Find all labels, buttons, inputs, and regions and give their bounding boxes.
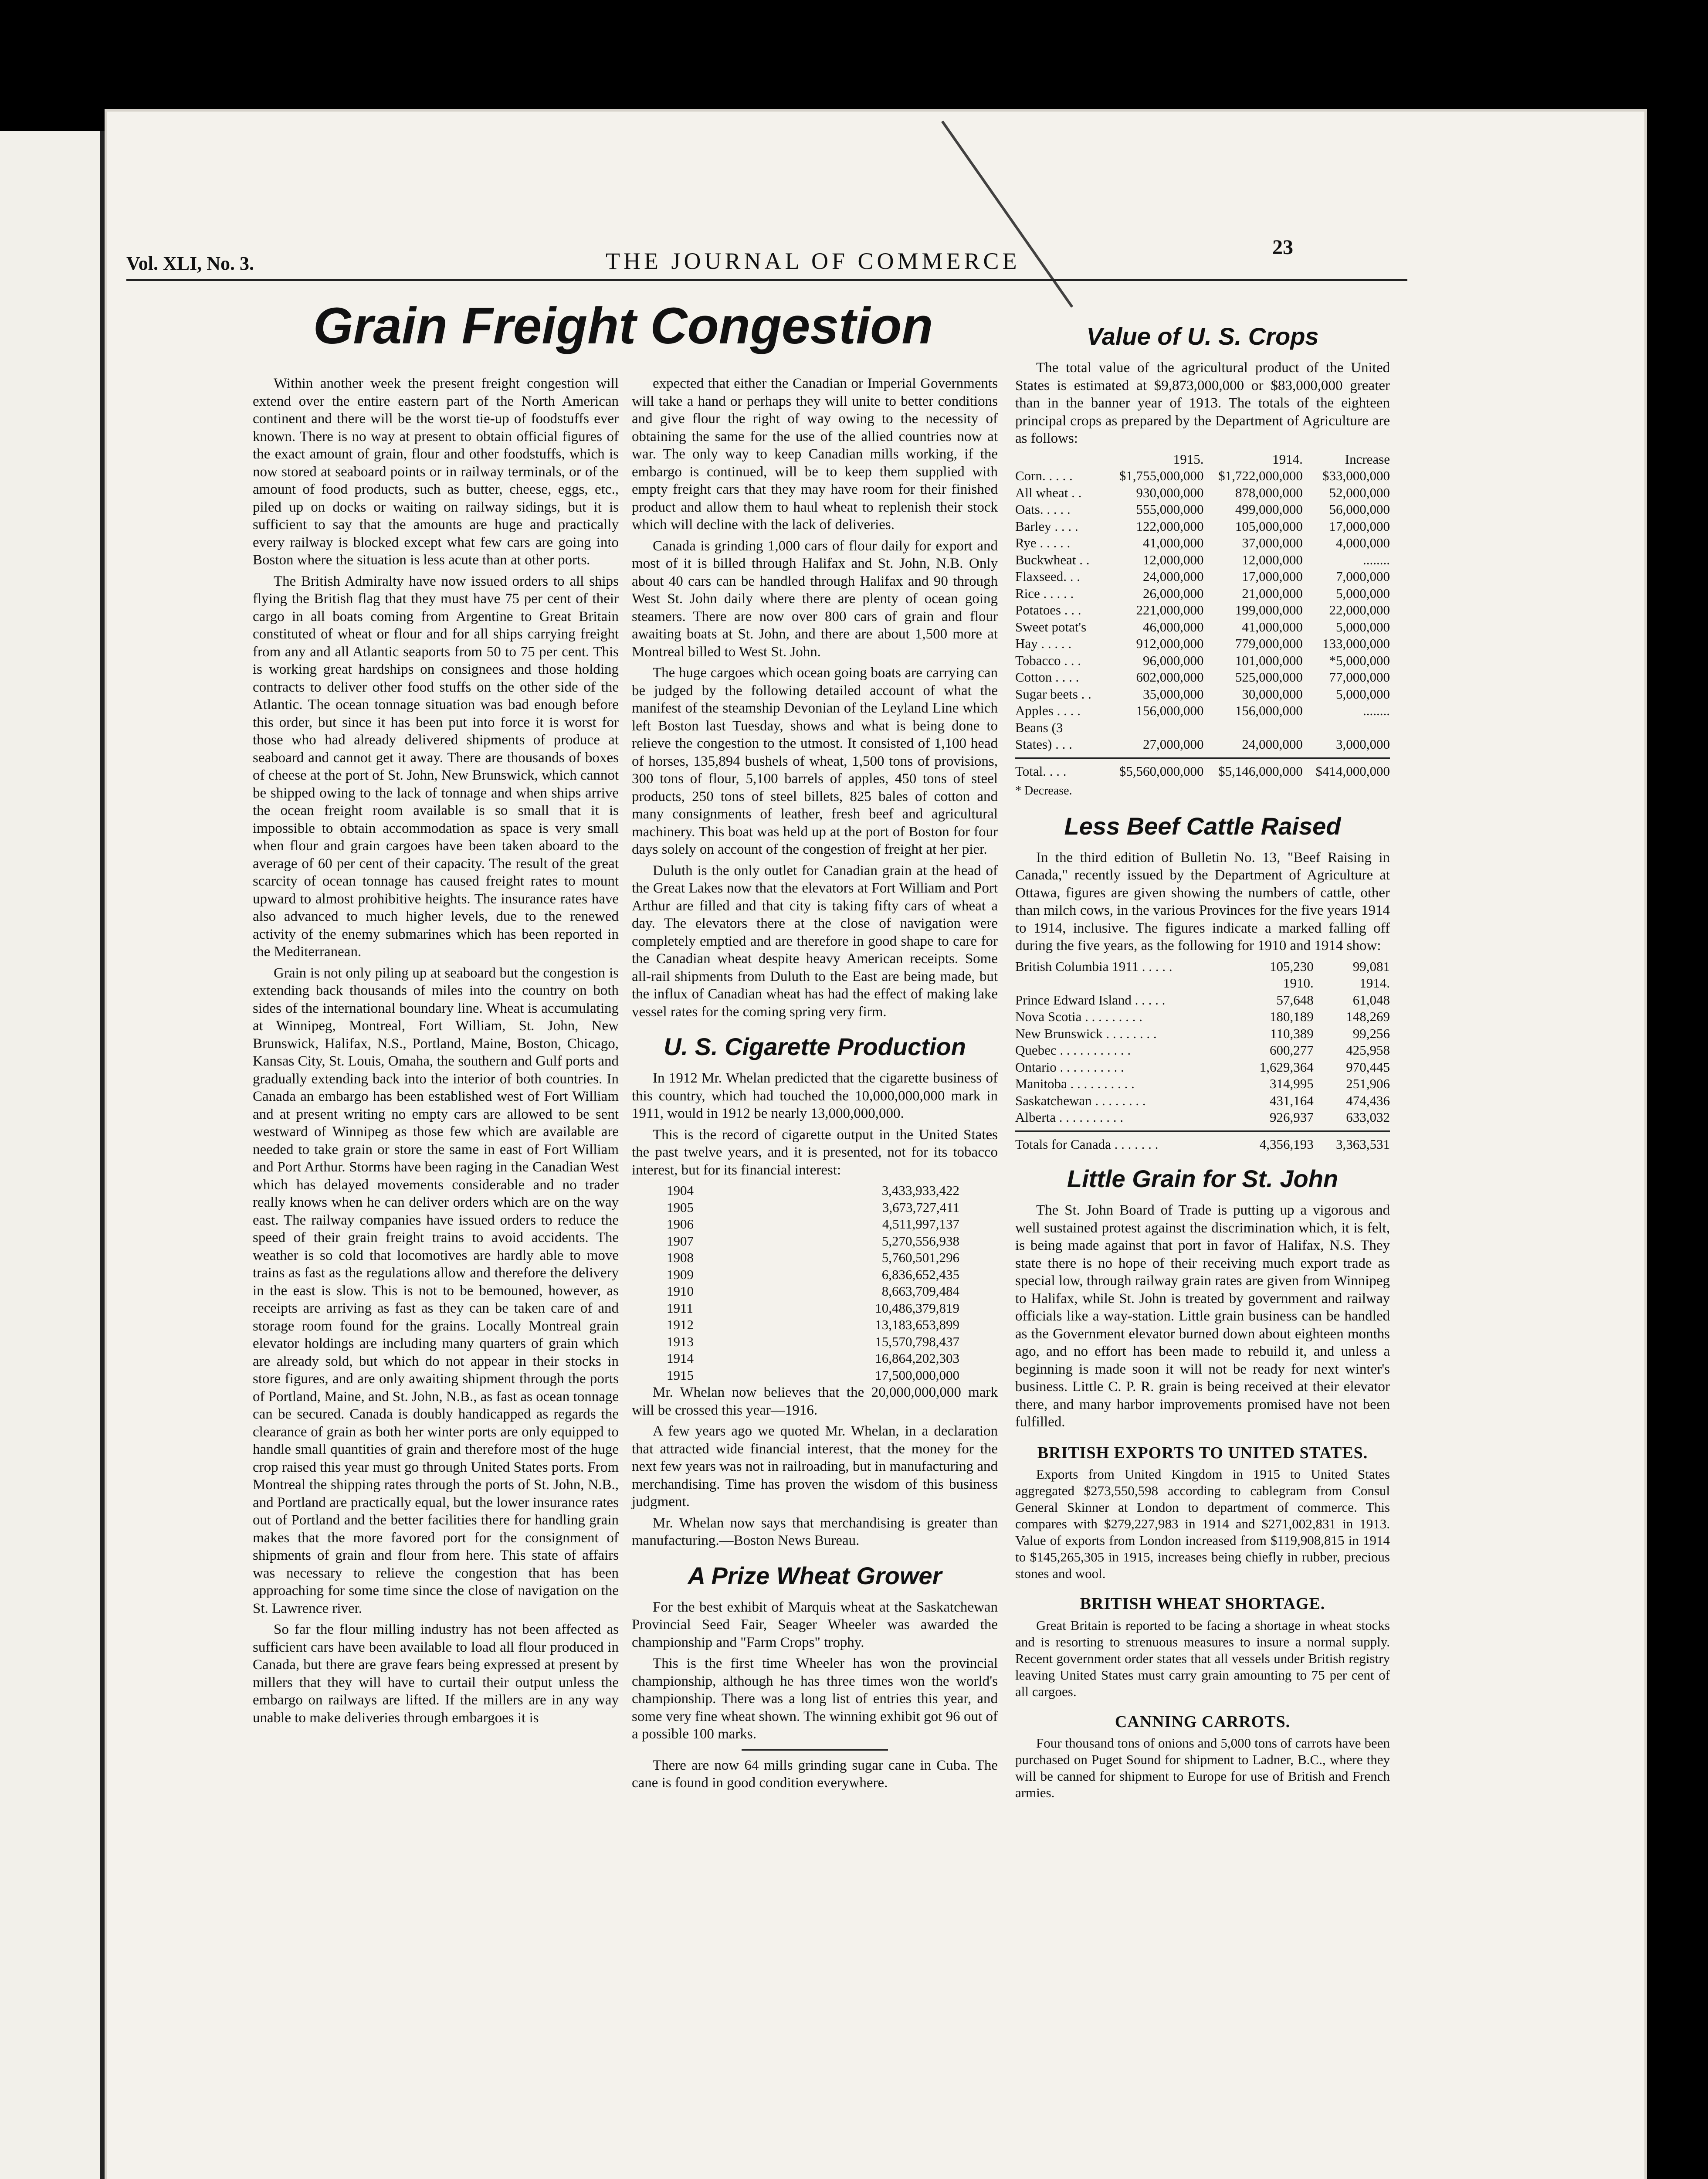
cigarette-year: 1912 bbox=[667, 1317, 694, 1332]
cigarette-row bbox=[667, 1233, 959, 1250]
beef-row-label: Alberta . . . . . . . . . . bbox=[1015, 1110, 1123, 1125]
crops-footnote: * Decrease. bbox=[1015, 784, 1072, 798]
crops-row-cell: 221,000,000 bbox=[1136, 602, 1204, 618]
crops-row-label: Cotton . . . . bbox=[1015, 669, 1079, 685]
crops-row bbox=[1015, 518, 1390, 535]
cigarette-value: 8,663,709,484 bbox=[881, 1283, 959, 1299]
beef-row-label: Prince Edward Island . . . . . bbox=[1015, 992, 1166, 1008]
adjacent-page-edge bbox=[0, 131, 105, 2179]
crops-row-label: Barley . . . . bbox=[1015, 518, 1078, 534]
cigarette-value: 3,433,933,422 bbox=[881, 1183, 959, 1198]
cigarette-value: 17,500,000,000 bbox=[875, 1367, 959, 1383]
beef-row-cell: 431,164 bbox=[1270, 1093, 1314, 1108]
crops-row-cell: 24,000,000 bbox=[1143, 569, 1204, 584]
cigarette-value: 6,836,652,435 bbox=[881, 1266, 959, 1282]
crops-row-label: Buckwheat . . bbox=[1015, 552, 1090, 567]
crops-row-label: Sugar beets . . bbox=[1015, 686, 1091, 702]
beef-header: 1914. bbox=[1359, 975, 1390, 991]
crops-total-cell: $5,560,000,000 bbox=[1119, 763, 1204, 779]
crops-row bbox=[1015, 535, 1390, 552]
beef-row-label: British Columbia 1911 . . . . . bbox=[1015, 958, 1173, 974]
wheat-grower-title: A Prize Wheat Grower bbox=[688, 1561, 942, 1589]
crops-row-cell: 525,000,000 bbox=[1235, 669, 1303, 685]
cigarette-row bbox=[667, 1216, 959, 1233]
crops-row bbox=[1015, 652, 1390, 669]
crops-row-cell bbox=[1204, 720, 1303, 737]
beef-row-label: Ontario . . . . . . . . . . bbox=[1015, 1059, 1124, 1075]
crops-header: Increase bbox=[1345, 451, 1390, 467]
beef-row-label: New Brunswick . . . . . . . . bbox=[1015, 1025, 1157, 1041]
crops-row-cell: $1,722,000,000 bbox=[1218, 468, 1303, 483]
beef-row-cell: 970,445 bbox=[1346, 1059, 1390, 1075]
crops-row-cell: 133,000,000 bbox=[1322, 636, 1390, 651]
cigarette-paragraph: A few years ago we quoted Mr. Whelan, in a declaration that attracted wide financial interest, that the money for the next few years was not in railroading, but in manufacturing and merchandising. Time has proven the wisdom of this business judgment. bbox=[632, 1423, 998, 1510]
article-paragraph: Within another week the present freight congestion will extend over the entire eastern part of the North American continent and there will be the worst tie-up of foodstuffs ever known. There is no way at present to obtain official figures of the exact amount of grain, flour and other foodstuffs, which is now stored at seaboard points or in railway terminals, or of the amount of food products, such as butter, cheese, eggs, etc., piled up on docks or waiting on railway sidings, but it is sufficient to say that the amounts are huge and practically every railway is blocked except what few cars are going into Boston where the situation is less acute than at other ports. bbox=[253, 376, 619, 568]
cigarette-value: 13,183,653,899 bbox=[875, 1317, 959, 1332]
divider bbox=[1015, 757, 1390, 759]
beef-row bbox=[1015, 1076, 1390, 1093]
crops-row-cell: 12,000,000 bbox=[1242, 552, 1303, 567]
beef-row-label: Nova Scotia . . . . . . . . . bbox=[1015, 1009, 1142, 1024]
crops-row bbox=[1015, 485, 1390, 502]
cigarette-value: 4,511,997,137 bbox=[882, 1216, 959, 1232]
crops-row-label: Oats. . . . . bbox=[1015, 502, 1071, 517]
beef-row bbox=[1015, 992, 1390, 1009]
cigarette-row bbox=[667, 1266, 959, 1283]
crops-row-cell: 41,000,000 bbox=[1143, 535, 1204, 550]
crops-row-cell: 96,000,000 bbox=[1143, 652, 1204, 668]
beef-table bbox=[1015, 958, 1390, 1153]
column-3 bbox=[1015, 322, 1390, 1805]
cigarette-row bbox=[667, 1249, 959, 1266]
beef-row bbox=[1015, 1093, 1390, 1110]
crops-intro: The total value of the agricultural product of the United States is estimated at $9,873,000,000 or $83,000,000 greater than in the banner year of 1913. The totals of the eighteen principal crops as prepared by the Department of Agriculture are as follows: bbox=[1015, 360, 1390, 446]
beef-row-label: Saskatchewan . . . . . . . . bbox=[1015, 1093, 1146, 1108]
shortage-title: BRITISH WHEAT SHORTAGE. bbox=[1080, 1595, 1325, 1613]
crops-row-cell: 26,000,000 bbox=[1143, 585, 1204, 601]
crops-row bbox=[1015, 501, 1390, 518]
crops-row-cell: 105,000,000 bbox=[1235, 518, 1303, 534]
article-paragraph: Canada is grinding 1,000 cars of flour daily for export and most of it is billed through Halifax and St. John, N.B. Only about 40 cars can be handled through Halifax and 90 through West St. John daily where there are plenty of ocean going steamers. There are now over 800 cars of grain and flour awaiting boats at St. John, and there are about 1,500 more at Montreal billed to West St. John. bbox=[632, 538, 998, 660]
beef-header: 1910. bbox=[1283, 975, 1314, 991]
crops-row bbox=[1015, 686, 1390, 703]
wheat-grower-paragraph: This is the first time Wheeler has won the provincial championship, although he has three times won the world's championship. There was a long list of entries this year, and some very fine wheat shown. The winning exhibit got 96 out of a possible 100 marks. bbox=[632, 1656, 998, 1742]
exports-paragraph: Exports from United Kingdom in 1915 to United States aggregated $273,550,598 according to cablegram from Consul General Skinner at London to department of commerce. This compares with $279,227,983 in 1914 and $271,002,831 in 1913. Value of exports from London increased from $119,908,815 in 1914 to $145,265,305 in 1915, increases being chiefly in rubber, precious stones and wool. bbox=[1015, 1466, 1390, 1581]
cigarette-year: 1909 bbox=[667, 1266, 694, 1282]
crops-total-label: Total. . . . bbox=[1015, 763, 1067, 779]
cigarette-row bbox=[667, 1317, 959, 1334]
cigarette-value: 5,270,556,938 bbox=[881, 1233, 959, 1249]
crops-row-cell: 4,000,000 bbox=[1336, 535, 1390, 550]
beef-row-cell: 99,256 bbox=[1352, 1025, 1390, 1041]
crops-row-label: Sweet potat's bbox=[1015, 619, 1087, 635]
beef-row bbox=[1015, 1059, 1390, 1076]
crops-row-cell: 41,000,000 bbox=[1242, 619, 1303, 635]
crops-row-label: Rice . . . . . bbox=[1015, 585, 1074, 601]
beef-row-cell: 1,629,364 bbox=[1259, 1059, 1314, 1075]
cigarette-year: 1915 bbox=[667, 1367, 694, 1383]
crops-row-cell: 21,000,000 bbox=[1242, 585, 1303, 601]
cigarette-year: 1904 bbox=[667, 1183, 694, 1198]
crops-row-cell: 101,000,000 bbox=[1235, 652, 1303, 668]
beef-row-label: Quebec . . . . . . . . . . . bbox=[1015, 1042, 1131, 1058]
cigarette-paragraph: This is the record of cigarette output in the United States the past twelve years, and it is presented, not for its tobacco interest, but for its financial interest: bbox=[632, 1127, 998, 1178]
divider bbox=[742, 1749, 888, 1751]
sugar-paragraph: There are now 64 mills grinding sugar cane in Cuba. The cane is found in good condition everywhere. bbox=[632, 1757, 998, 1791]
journal-title: THE JOURNAL OF COMMERCE bbox=[606, 248, 1020, 274]
crops-row-cell bbox=[1105, 720, 1203, 737]
crops-row-cell: 5,000,000 bbox=[1336, 585, 1390, 601]
crops-row bbox=[1015, 602, 1390, 619]
crops-row bbox=[1015, 585, 1390, 602]
cigarette-value: 5,760,501,296 bbox=[881, 1250, 959, 1265]
article-paragraph: Grain is not only piling up at seaboard but the congestion is extending back thousands of miles into the country on both sides of the international boundary line. Wheat is accumulating at Winnipeg, Montreal, Fort William, St. John, New Brunswick, Halifax, N.S., Portland, Maine, Boston, Chicago, Kansas City, St. Louis, Omaha, the southern and Gulf ports and gradually extending back into the interior of both countries. In Canada an embargo has been established west of Fort William and at present writing no empty cars are allowed to be sent westward of Winnipeg as those few which are available are needed to take grain or store the same in east of Fort William and Port Arthur. Storms have been raging in the Canadian West which has delayed movements considerable and no trader really knows when he can deliver orders which are on the way east. The railway companies have issued orders to reduce the speed of their grain freight trains to avoid accidents. The weather is so cold that locomotives are hardly able to move trains as fast as the regulations allow and therefore the delivery in the east is slow. This is not to be bemouned, however, as receipts are arriving as fast as they can be taken care of and storage room found for the grains. Locally Montreal grain elevator holdings are including many quarters of grain which are already sold, but which do not appear in their stocks in store figures, and are only awaiting shipment through the ports of Portland, Maine, and St. John, N.B., as fast as ocean tonnage can be secured. Canada is doubly handicapped as regards the clearance of grain as both her winter ports are only equipped to handle small quantities of grain and therefore most of the huge crop raised this year must go through United States ports. From Montreal the shipping rates through the ports of St. John, N.B., and Portland are practically equal, but the lower insurance rates out of Portland and the better facilities there for handling grain makes that the more favored port for the consignment of shipments of grain and flour from here. This state of affairs was necessary to relieve the congestion that has been approaching for some time since the close of navigation on the St. Lawrence river. bbox=[253, 965, 619, 1616]
cigarette-row bbox=[667, 1334, 959, 1351]
crops-row-cell: $33,000,000 bbox=[1322, 468, 1390, 483]
beef-total-cell: 3,363,531 bbox=[1336, 1136, 1390, 1152]
beef-row-cell: 148,269 bbox=[1346, 1009, 1390, 1024]
article-paragraph: The huge cargoes which ocean going boats are carrying can be judged by the following detailed account of what the manifest of the steamship Devonian of the Leyland Line which left Boston last Tuesday, shows and what is being done to relieve the congestion to the utmost. It consisted of 1,100 head of horses, 135,894 bushels of wheat, 1,500 tons of provisions, 300 tons of flour, 5,100 barrels of apples, 450 tons of steel products, 250 tons of steel billets, 825 bales of cotton and many consignments of leather, fresh beef and agricultural machinery. This boat was held up at the port of Boston for four days solely on account of the congestion of freight at her pier. bbox=[632, 665, 998, 857]
crops-row-cell: 3,000,000 bbox=[1336, 737, 1390, 752]
beef-cell: 105,230 bbox=[1270, 958, 1314, 974]
article-paragraph: Duluth is the only outlet for Canadian grain at the head of the Great Lakes now that the elevators at Fort William and Port Arthur are filled and that city is taking fifty cars of wheat a day. The elevators there at the close of navigation were completely emptied and are therefore in good shape to care for the Canadian wheat despite heavy American receipts. Some all-rail shipments from Duluth to the East are being made, but the influx of Canadian wheat has had the effect of making lake vessel rates for the coming spring very firm. bbox=[632, 862, 998, 1020]
crops-row-cell: 37,000,000 bbox=[1242, 535, 1303, 550]
crops-row-cell: 35,000,000 bbox=[1143, 686, 1204, 702]
crops-row bbox=[1015, 568, 1390, 585]
wheat-grower-paragraph: For the best exhibit of Marquis wheat at the Saskatchewan Provincial Seed Fair, Seager Wheeler was awarded the championship and "Farm Crops" trophy. bbox=[632, 1599, 998, 1650]
crops-header bbox=[1015, 451, 1105, 468]
cigarette-year: 1905 bbox=[667, 1199, 694, 1215]
cigarette-table bbox=[667, 1182, 959, 1384]
beef-header bbox=[1015, 975, 1237, 992]
crops-row-label: Apples . . . . bbox=[1015, 703, 1081, 718]
crops-row-label: States) . . . bbox=[1015, 737, 1072, 752]
crops-row-cell: *5,000,000 bbox=[1329, 652, 1390, 668]
beef-row-cell: 926,937 bbox=[1270, 1110, 1314, 1125]
crops-row bbox=[1015, 669, 1390, 686]
crops-row bbox=[1015, 703, 1390, 720]
beef-cell: 99,081 bbox=[1352, 958, 1390, 974]
crops-row-label: All wheat . . bbox=[1015, 485, 1082, 500]
crops-row bbox=[1015, 720, 1390, 737]
crops-row-cell: 12,000,000 bbox=[1143, 552, 1204, 567]
crops-row-cell: 779,000,000 bbox=[1235, 636, 1303, 651]
crops-row-cell: $1,755,000,000 bbox=[1119, 468, 1204, 483]
crops-row-cell: 5,000,000 bbox=[1336, 686, 1390, 702]
cigarette-year: 1911 bbox=[667, 1300, 693, 1316]
beef-intro: In the third edition of Bulletin No. 13, "Beef Raising in Canada," recently issued by the Department of Agriculture at Ottawa, figures are given showing the numbers of cattle, other than milch cows, in the various Provinces for the five years 1914 to 1914, inclusive. The figures indicate a marked falling off during the five years, as the following for 1910 and 1914 show: bbox=[1015, 849, 1390, 954]
crops-row-cell: 878,000,000 bbox=[1235, 485, 1303, 500]
crops-row bbox=[1015, 468, 1390, 485]
beef-row-cell: 61,048 bbox=[1352, 992, 1390, 1008]
cigarette-row bbox=[667, 1199, 959, 1216]
cigarette-value: 10,486,379,819 bbox=[875, 1300, 959, 1316]
crops-row-cell: 122,000,000 bbox=[1136, 518, 1204, 534]
crops-row-cell: 24,000,000 bbox=[1242, 737, 1303, 752]
cigarette-year: 1908 bbox=[667, 1250, 694, 1265]
crops-row-cell: 499,000,000 bbox=[1235, 502, 1303, 517]
crops-row-cell: 77,000,000 bbox=[1329, 669, 1390, 685]
crops-row-cell: 199,000,000 bbox=[1235, 602, 1303, 618]
cigarette-value: 16,864,202,303 bbox=[875, 1351, 959, 1366]
crops-header: 1915. bbox=[1173, 451, 1204, 467]
crops-row-cell: 17,000,000 bbox=[1329, 518, 1390, 534]
page-number: 23 bbox=[1272, 236, 1293, 259]
carrots-title: CANNING CARROTS. bbox=[1115, 1712, 1291, 1731]
main-article-title: Grain Freight Congestion bbox=[313, 297, 933, 355]
shortage-paragraph: Great Britain is reported to be facing a shortage in wheat stocks and is resorting to strenuous measures to insure a normal supply. Recent government order states that all vessels under British registry leaving United States must carry grain amounting to 75 per cent of all cargoes. bbox=[1015, 1617, 1390, 1699]
crops-row-cell: 912,000,000 bbox=[1136, 636, 1204, 651]
divider bbox=[1015, 1130, 1390, 1132]
cigarette-paragraph: In 1912 Mr. Whelan predicted that the cigarette business of this country, which had touched the 10,000,000,000 mark in 1911, would in 1912 be nearly 13,000,000,000. bbox=[632, 1070, 998, 1121]
crops-row-cell: 52,000,000 bbox=[1329, 485, 1390, 500]
cigarette-year: 1910 bbox=[667, 1283, 694, 1299]
crops-row-cell: 930,000,000 bbox=[1136, 485, 1204, 500]
crops-row-cell: 5,000,000 bbox=[1336, 619, 1390, 635]
beef-row-label: Manitoba . . . . . . . . . . bbox=[1015, 1076, 1135, 1091]
article-paragraph: The British Admiralty have now issued orders to all ships flying the British flag that they must have 75 per cent of their cargo in all boats coming from Argentine to Great Britain constituted of wheat or flour and for all ships carrying freight from any and all Atlantic seaports from 50 to 75 per cent. This is working great hardships on consignees and those holding contracts to deliver other food stuffs on the other side of the Atlantic. The ocean tonnage situation was bad enough before this order, but since it has been put into force it is worst for those who had already delivered shipments of produce at seaboard and cannot get it away. There are thousands of boxes of cheese at the port of St. John, New Brunswick, which cannot be shipped owing to the lack of tonnage and when ships arrive the ocean freight room available is so small that it is impossible to obtain accommodation as space is very small when flour and grain cargoes have been taken aboard to the average of 60 per cent of their capacity. The result of the great scarcity of ocean tonnage has caused freight rates to mount upward to almost prohibitive heights. The insurance rates have also advanced to much higher levels, due to the renewed activity of the enemy submarines which has been reported in the Mediterranean. bbox=[253, 573, 619, 960]
crops-header: 1914. bbox=[1272, 451, 1303, 467]
crops-row-label: Hay . . . . . bbox=[1015, 636, 1072, 651]
crops-row-label: Potatoes . . . bbox=[1015, 602, 1081, 618]
cigarette-row bbox=[667, 1367, 959, 1384]
crops-row-label: Beans (3 bbox=[1015, 720, 1063, 735]
crops-row-cell: 156,000,000 bbox=[1235, 703, 1303, 718]
crops-row-label: Tobacco . . . bbox=[1015, 652, 1081, 668]
article-paragraph: So far the flour milling industry has not been affected as sufficient cars have been available to load all flour produced in Canada, but there are grave fears being expressed at present by millers that they will have to curtail their output unless the embargo on railways are lifted. If the millers are in any way unable to make deliveries through embargoes it is bbox=[253, 1622, 619, 1726]
crops-row-label: Flaxseed. . . bbox=[1015, 569, 1080, 584]
cigarette-row bbox=[667, 1300, 959, 1317]
page-header bbox=[126, 244, 1407, 281]
crops-row-label: Rye . . . . . bbox=[1015, 535, 1071, 550]
beef-row-cell: 633,032 bbox=[1346, 1110, 1390, 1125]
st-john-title: Little Grain for St. John bbox=[1067, 1165, 1339, 1192]
volume-label: Vol. XLI, No. 3. bbox=[126, 253, 254, 274]
crops-row-cell: ........ bbox=[1363, 703, 1390, 718]
beef-total-cell: 4,356,193 bbox=[1259, 1136, 1314, 1152]
crops-row-cell: 7,000,000 bbox=[1336, 569, 1390, 584]
beef-row-cell: 474,436 bbox=[1346, 1093, 1390, 1108]
cigarette-paragraph: Mr. Whelan now says that merchandising is greater than manufacturing.—Boston News Bureau. bbox=[632, 1515, 998, 1548]
cigarette-row bbox=[667, 1182, 959, 1199]
crops-row-cell: 27,000,000 bbox=[1143, 737, 1204, 752]
crops-total-cell: $414,000,000 bbox=[1315, 763, 1390, 779]
crops-row-cell: 46,000,000 bbox=[1143, 619, 1204, 635]
exports-title: BRITISH EXPORTS TO UNITED STATES. bbox=[1037, 1443, 1368, 1462]
cigarette-row bbox=[667, 1350, 959, 1367]
beef-row bbox=[1015, 1008, 1390, 1025]
beef-title: Less Beef Cattle Raised bbox=[1064, 812, 1341, 840]
beef-row bbox=[1015, 1109, 1390, 1126]
crops-row bbox=[1015, 635, 1390, 652]
crops-total-cell: $5,146,000,000 bbox=[1218, 763, 1303, 779]
cigarette-year: 1914 bbox=[667, 1351, 694, 1366]
crops-row bbox=[1015, 736, 1390, 753]
beef-row bbox=[1015, 1025, 1390, 1042]
cigarette-year: 1907 bbox=[667, 1233, 694, 1249]
carrots-paragraph: Four thousand tons of onions and 5,000 tons of carrots have been purchased on Puget Sound for shipment to Ladner, B.C., where they will be canned for shipment to Europe for use of British and French armies. bbox=[1015, 1735, 1390, 1800]
crops-row bbox=[1015, 552, 1390, 569]
crops-row-label: Corn. . . . . bbox=[1015, 468, 1073, 483]
cigarette-year: 1906 bbox=[667, 1216, 694, 1232]
beef-row-cell: 251,906 bbox=[1346, 1076, 1390, 1091]
article-paragraph: expected that either the Canadian or Imperial Governments will take a hand or perhaps they will unite to better conditions and give flour the right of way owing to the necessity of obtaining the same for the use of the allied countries now at war. The only way to keep Canadian mills working, if the embargo is continued, will be to keep them supplied with empty freight cars that they may have room for their finished product and allow them to haul wheat to replenish their stock which will decline with the lack of deliveries. bbox=[632, 376, 998, 533]
cigarette-value: 15,570,798,437 bbox=[875, 1334, 959, 1349]
beef-row-cell: 314,995 bbox=[1270, 1076, 1314, 1091]
column-2 bbox=[632, 375, 998, 1795]
beef-row-cell: 180,189 bbox=[1270, 1009, 1314, 1024]
crops-row-cell: 17,000,000 bbox=[1242, 569, 1303, 584]
cigarette-row bbox=[667, 1283, 959, 1300]
beef-row-cell: 110,389 bbox=[1270, 1025, 1314, 1041]
beef-total-label: Totals for Canada . . . . . . . bbox=[1015, 1136, 1159, 1152]
crops-row-cell: 30,000,000 bbox=[1242, 686, 1303, 702]
cigarette-title: U. S. Cigarette Production bbox=[664, 1033, 966, 1060]
crops-title: Value of U. S. Crops bbox=[1086, 322, 1319, 350]
beef-row-cell: 600,277 bbox=[1270, 1042, 1314, 1058]
beef-row-cell: 425,958 bbox=[1346, 1042, 1390, 1058]
cigarette-paragraph: Mr. Whelan now believes that the 20,000,000,000 mark will be crossed this year—1916. bbox=[632, 1385, 998, 1418]
crops-row-cell: ........ bbox=[1363, 552, 1390, 567]
cigarette-year: 1913 bbox=[667, 1334, 694, 1349]
column-1 bbox=[253, 375, 619, 1730]
st-john-paragraph: The St. John Board of Trade is putting up a vigorous and well sustained protest against the discrimination which, it is felt, is being made against that port in favor of Halifax, N.S. They state there is no hope of their receiving much export trade as special low, through railway grain rates are given from Winnipeg to Halifax, while St. John is treated by government and railway officials like a way-station. Little grain business can be handled as the Government elevator burned down about eighteen months ago, and no effort has been made to rebuild it, and unless a beginning is made soon it will not be ready for next winter's business. Little C. P. R. grain is being received at their elevator there, and many harbor improvements promised have not been fulfilled. bbox=[1015, 1202, 1390, 1430]
crops-row-cell bbox=[1303, 720, 1390, 737]
crops-row-cell: 602,000,000 bbox=[1136, 669, 1204, 685]
crops-table bbox=[1015, 451, 1390, 780]
crops-row-cell: 56,000,000 bbox=[1329, 502, 1390, 517]
crops-row-cell: 156,000,000 bbox=[1136, 703, 1204, 718]
crops-row-cell: 555,000,000 bbox=[1136, 502, 1204, 517]
beef-row-cell: 57,648 bbox=[1276, 992, 1314, 1008]
beef-row bbox=[1015, 1042, 1390, 1059]
crops-row bbox=[1015, 619, 1390, 636]
crops-row-cell: 22,000,000 bbox=[1329, 602, 1390, 618]
cigarette-value: 3,673,727,411 bbox=[882, 1199, 959, 1215]
